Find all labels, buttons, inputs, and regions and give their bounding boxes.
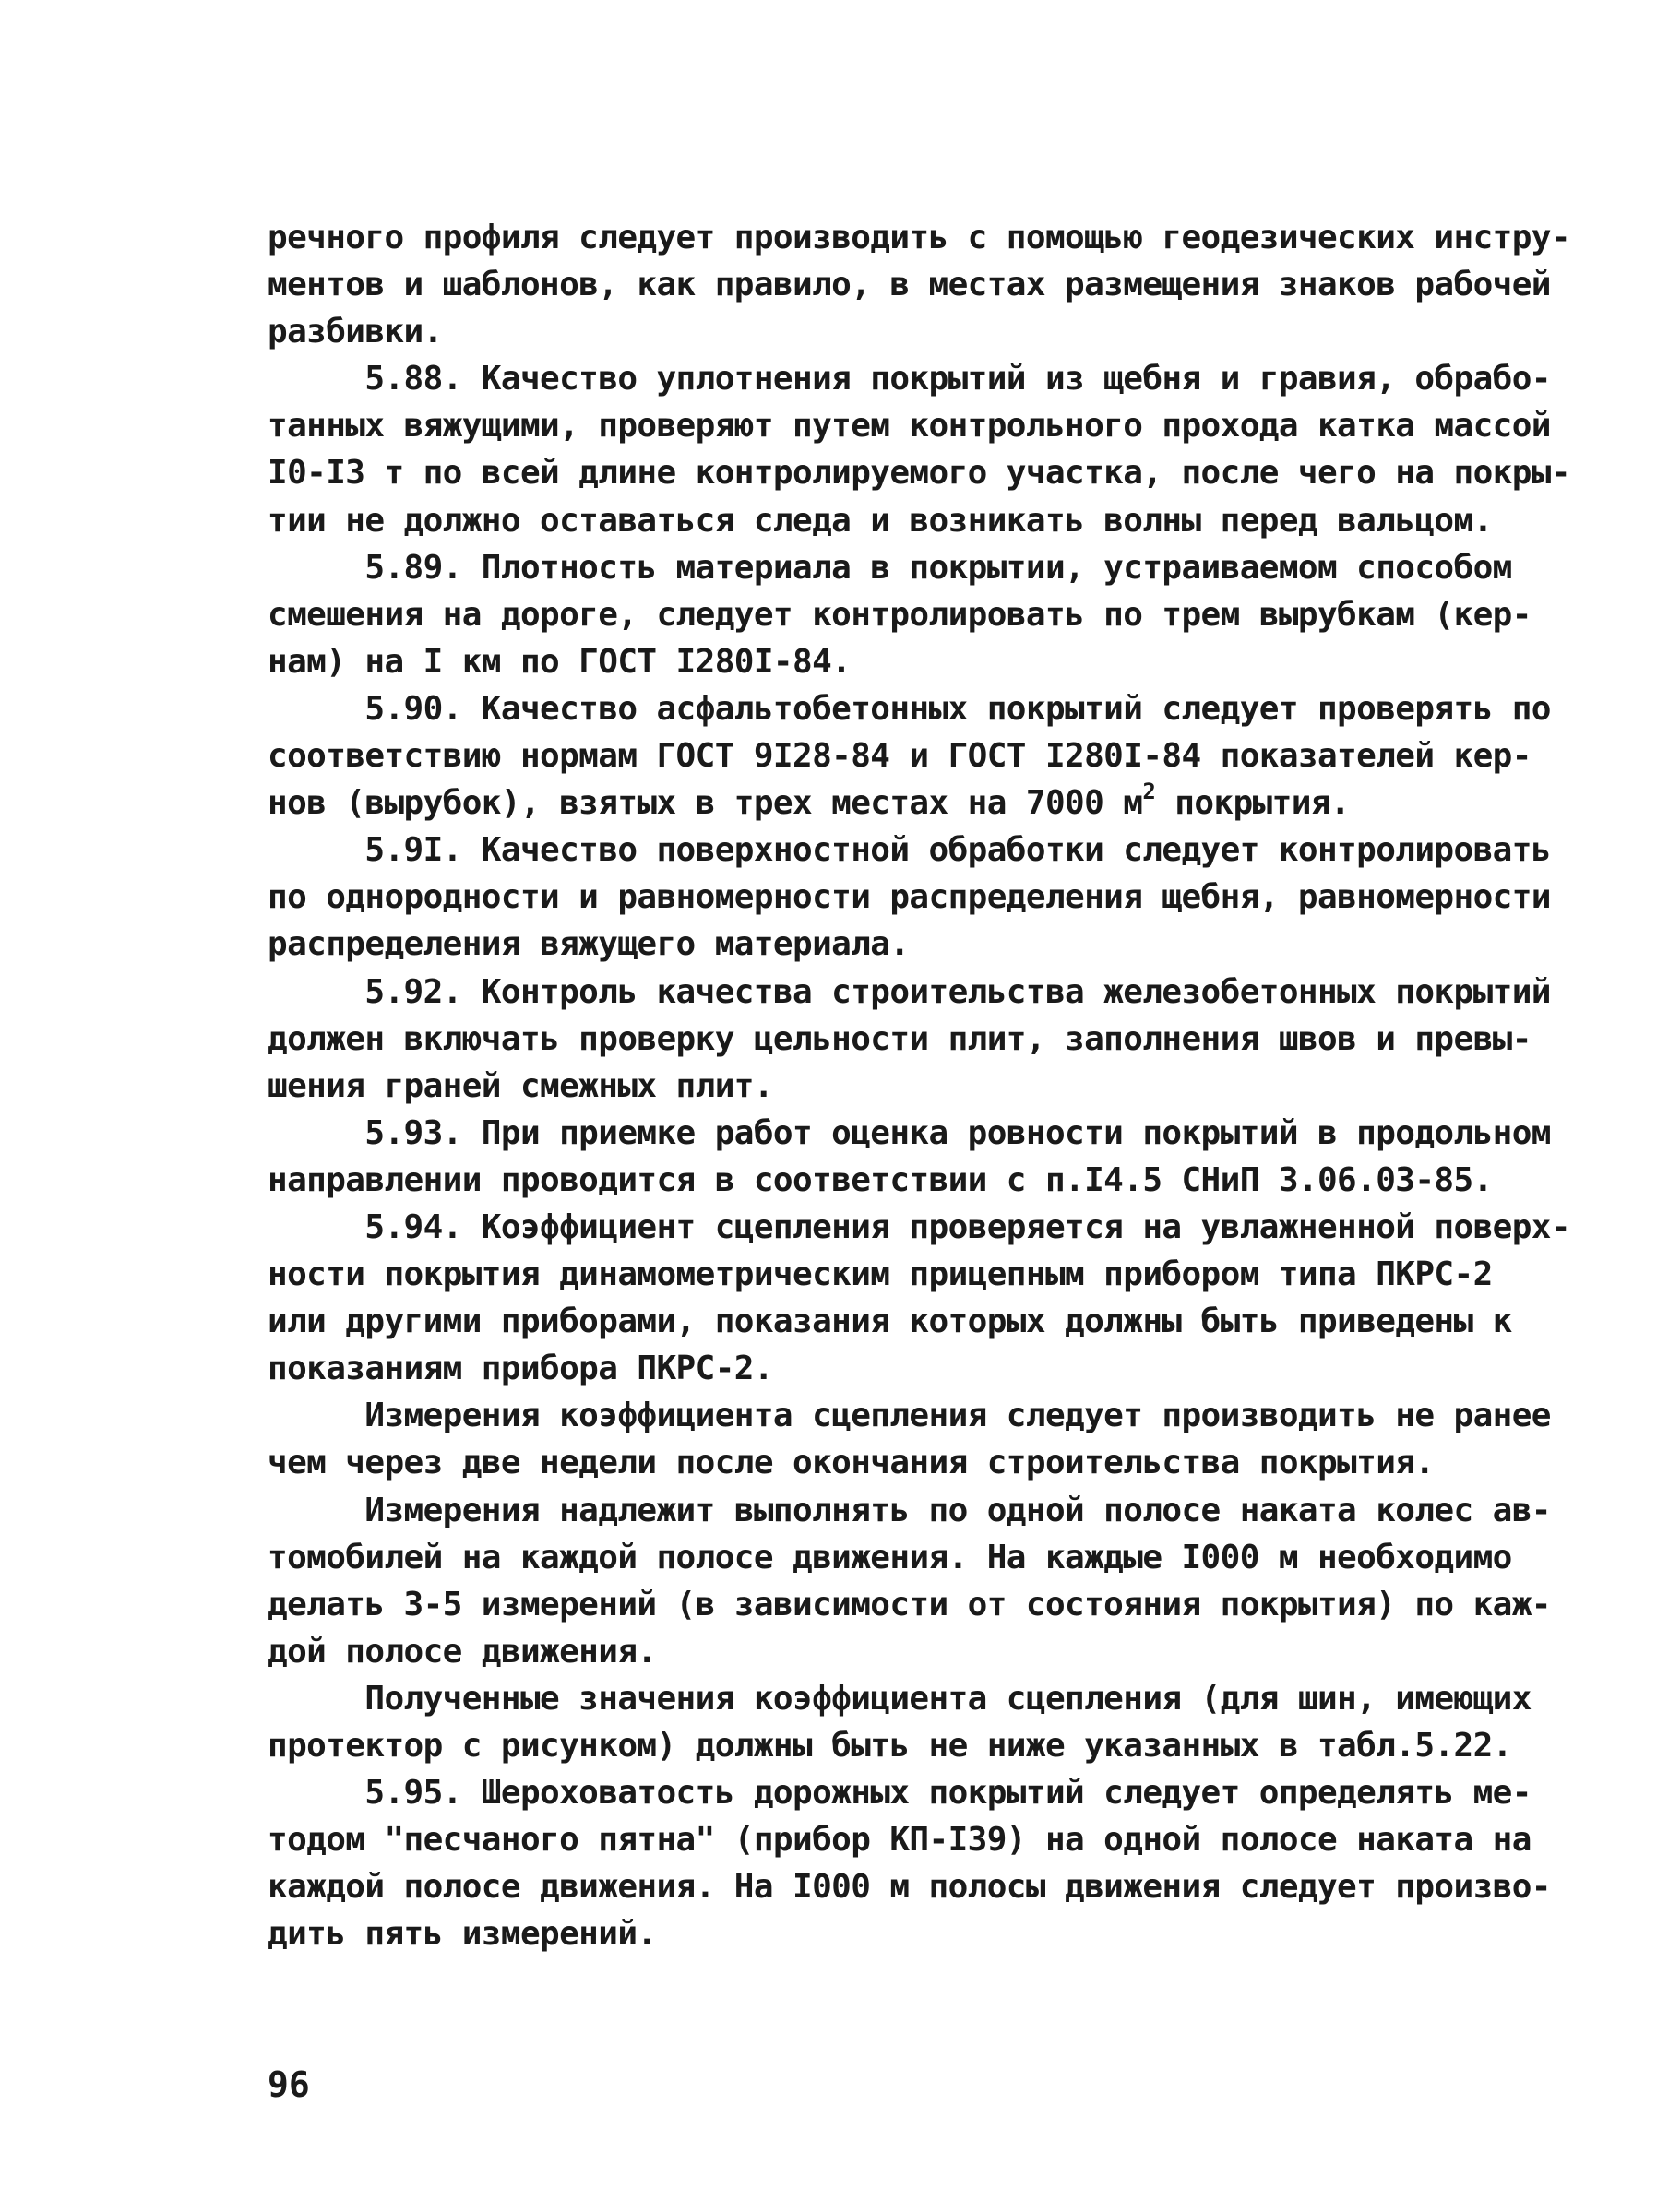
paragraph-5-93-start: 5.93. При приемке работ оценка ровности покрытий в продольном: [268, 1113, 1551, 1152]
text-line: протектор с рисунком) должны быть не ниже указанных в табл.5.22.: [268, 1727, 1512, 1765]
text-line: направлении проводится в соответствии с п.I4.5 СНиП 3.06.03-85.: [268, 1160, 1493, 1199]
text-line: показаниям прибора ПКРС-2.: [268, 1350, 773, 1388]
paragraph-5-90-start: 5.90. Качество асфальтобетонных покрытий следует проверять по: [268, 689, 1551, 728]
text-line: по однородности и равномерности распределения щебня, равномерности: [268, 878, 1551, 917]
text-line: I0-I3 т по всей длине контролируемого участка, после чего на покры-: [268, 454, 1570, 493]
text-line-tail: покрытия.: [1155, 784, 1350, 823]
text-line: танных вяжущими, проверяют путем контрольного прохода катка массой: [268, 407, 1551, 446]
paragraph-values-start: Полученные значения коэффициента сцепления (для шин, имеющих: [268, 1679, 1532, 1718]
paragraph-5-89-start: 5.89. Плотность материала в покрытии, устраиваемом способом: [268, 548, 1512, 587]
text-line: должен включать проверку цельности плит, заполнения швов и превы-: [268, 1019, 1532, 1058]
text-line: нам) на I км по ГОСТ I280I-84.: [268, 642, 852, 681]
text-line: дить пять измерений.: [268, 1915, 657, 1954]
text-line: или другими приборами, показания которых должны быть приведены к: [268, 1302, 1512, 1341]
paragraph-5-88-start: 5.88. Качество уплотнения покрытий из щебня и гравия, обрабо-: [268, 360, 1551, 398]
text-line: ности покрытия динамометрическим прицепным прибором типа ПКРС-2: [268, 1255, 1493, 1294]
text-line: ментов и шаблонов, как правило, в местах размещения знаков рабочей: [268, 266, 1551, 304]
text-line-with-superscript: [268, 779, 1522, 827]
text-line: соответствию нормам ГОСТ 9I28-84 и ГОСТ I280I-84 показателей кер-: [268, 737, 1532, 776]
paragraph-measurements-lane-start: Измерения надлежит выполнять по одной полосе наката колес ав-: [268, 1491, 1551, 1529]
text-line: томобилей на каждой полосе движения. На каждые I000 м необходимо: [268, 1538, 1512, 1576]
superscript-2: 2: [1142, 779, 1156, 805]
paragraph-5-91-start: 5.9I. Качество поверхностной обработки следует контролировать: [268, 831, 1551, 870]
text-line: дой полосе движения.: [268, 1632, 657, 1671]
paragraph-5-94-start: 5.94. Коэффициент сцепления проверяется на увлажненной поверх-: [268, 1207, 1570, 1246]
text-line: разбивки.: [268, 313, 443, 351]
text-line: делать 3-5 измерений (в зависимости от состояния покрытия) по каж-: [268, 1585, 1551, 1623]
paragraph-5-95-start: 5.95. Шероховатость дорожных покрытий следует определять ме-: [268, 1774, 1532, 1813]
text-line: тодом "песчаного пятна" (прибор КП-I39) на одной полосе наката на: [268, 1821, 1532, 1860]
text-line: распределения вяжущего материала.: [268, 925, 910, 964]
page-number: 96: [268, 2064, 310, 2105]
paragraph-measurements-start: Измерения коэффициента сцепления следует производить не ранее: [268, 1397, 1551, 1435]
paragraph-5-92-start: 5.92. Контроль качества строительства железобетонных покрытий: [268, 972, 1551, 1011]
text-line: чем через две недели после окончания строительства покрытия.: [268, 1444, 1435, 1482]
text-line: каждой полосе движения. На I000 м полосы движения следует произво-: [268, 1868, 1551, 1907]
text-line: шения граней смежных плит.: [268, 1066, 773, 1105]
text-line-head: нов (вырубок), взятых в трех местах на 7000 м: [268, 784, 1143, 823]
text-line: речного профиля следует производить с помощью геодезических инстру-: [268, 219, 1570, 256]
text-line: тии не должно оставаться следа и возникать волны перед вальцом.: [268, 501, 1493, 540]
body-text: [268, 214, 1570, 1957]
text-line: смешения на дороге, следует контролировать по трем вырубкам (кер-: [268, 595, 1532, 634]
